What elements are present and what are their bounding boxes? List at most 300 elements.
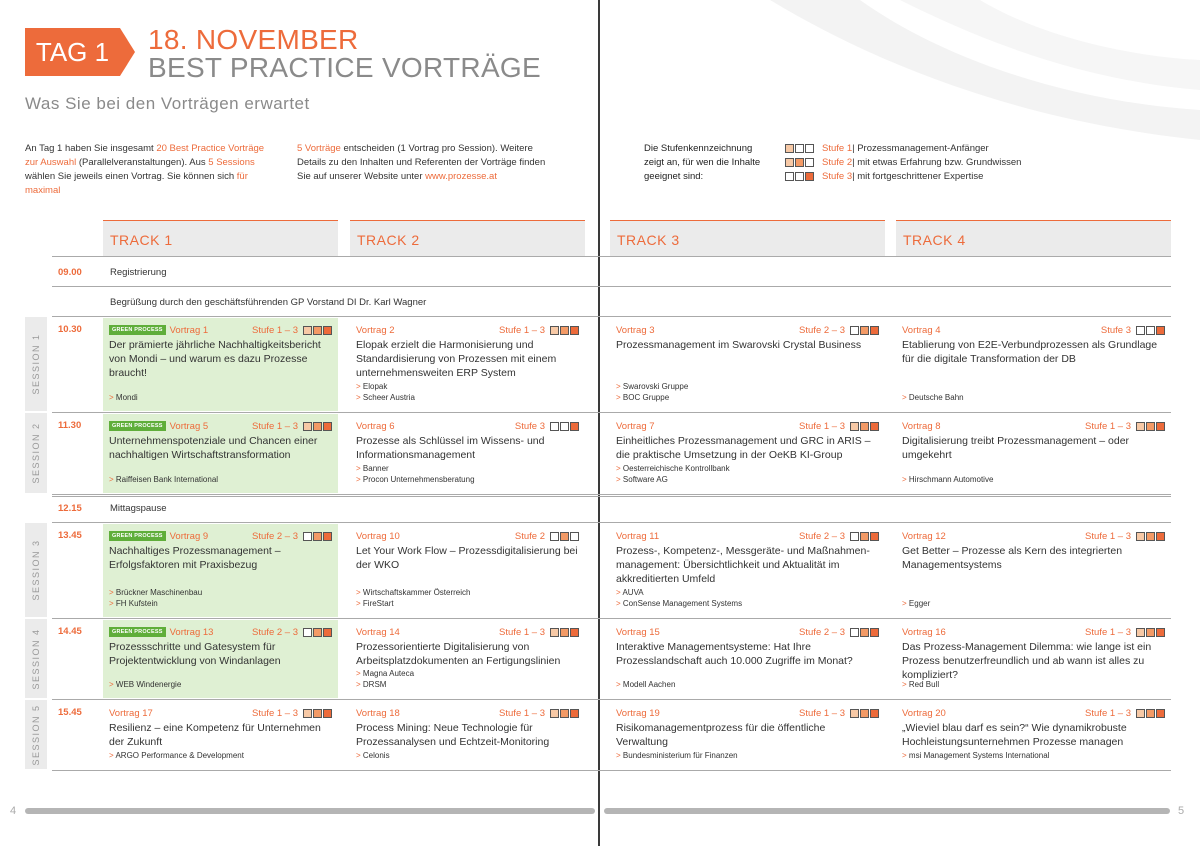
- talk-card: [350, 620, 585, 698]
- talk-organizations: [616, 381, 688, 403]
- organization-name: Swarovski Gruppe: [622, 382, 689, 391]
- arrow-icon: >: [109, 475, 116, 484]
- registration-label: Registrierung: [110, 267, 167, 278]
- organization: [902, 392, 964, 403]
- talk-level: [499, 325, 579, 336]
- level-indicator-icon: [303, 422, 332, 431]
- organization-name: BOC Gruppe: [622, 393, 670, 402]
- talk-header: [616, 530, 879, 542]
- intro-left-a: An Tag 1 haben Sie insgesamt: [25, 143, 157, 154]
- organization: [109, 392, 138, 403]
- page-number-left: 4: [10, 805, 17, 817]
- green-process-badge: GREEN PROCESS: [109, 325, 166, 335]
- organization: [616, 587, 742, 598]
- arrow-icon: >: [902, 475, 909, 484]
- legend-row: [785, 170, 983, 183]
- talk-organizations: [902, 392, 964, 403]
- talk-number: Vortrag 6: [356, 420, 395, 432]
- legend-level: Stufe 3: [822, 171, 853, 182]
- talk-header: [109, 707, 332, 719]
- arrow-icon: >: [902, 393, 909, 402]
- footer-bar-right: [604, 808, 1170, 814]
- organization: [902, 750, 1049, 761]
- organization: [616, 598, 742, 609]
- organization: [902, 598, 930, 609]
- level-indicator-icon: [850, 326, 879, 335]
- talk-organizations: [109, 587, 202, 609]
- organization: [356, 598, 470, 609]
- level-indicator-icon: [550, 422, 579, 431]
- intro-left-b: 20 Best Practice Vorträge zur Auswahl: [25, 143, 265, 168]
- organization-name: Deutsche Bahn: [908, 393, 964, 402]
- legend-text: | mit fortgeschrittener Expertise: [852, 171, 984, 182]
- legend-text: | Prozessmanagement-Anfänger: [852, 143, 989, 154]
- level-indicator-icon: [785, 158, 814, 167]
- talk-level-text: Stufe 1 – 3: [499, 626, 545, 638]
- intro-left-d: 5 Sessions: [208, 157, 255, 168]
- organization: [356, 474, 475, 485]
- talk-header: [902, 626, 1165, 638]
- talk-title: Let Your Work Flow – Prozessdigitalisierung bei der WKO: [356, 545, 578, 571]
- arrow-icon: >: [356, 588, 363, 597]
- talk-level-text: Stufe 1 – 3: [499, 707, 545, 719]
- talk-title: Etablierung von E2E-Verbundprozessen als Grundlage für die digitale Transformation der DB: [902, 339, 1158, 365]
- background-swoosh: [750, 0, 1200, 160]
- row-divider: [52, 316, 1171, 317]
- talk-level: [499, 627, 579, 638]
- session-label-text: SESSION 5: [31, 703, 41, 766]
- talk-organizations: [616, 587, 742, 609]
- session-time: 10.30: [58, 324, 82, 335]
- organization-name: Bundesministerium für Finanzen: [622, 751, 738, 760]
- row-divider: [52, 494, 1171, 495]
- talk-number: Vortrag 8: [902, 420, 941, 432]
- arrow-icon: >: [616, 751, 623, 760]
- talk-title: Prozessorientierte Digitalisierung von Arbeitsplatzdokumenten an Fertigungslinien: [356, 641, 561, 667]
- talk-level: [252, 421, 332, 432]
- talk-card: [896, 524, 1171, 617]
- level-indicator-icon: [1136, 532, 1165, 541]
- talk-title: Interaktive Managementsysteme: Hat Ihre Prozesslandschaft auch 10.000 Zugriffe im Monat?: [616, 641, 853, 667]
- registration-time: 09.00: [58, 267, 82, 278]
- talk-number: Vortrag 19: [616, 707, 660, 719]
- talk-title: Unternehmenspotenziale und Chancen einer nachhaltigen Wirtschaftstransformation: [109, 435, 318, 461]
- talk-level-text: Stufe 1 – 3: [499, 324, 545, 336]
- arrow-icon: >: [109, 588, 116, 597]
- talk-title: Risikomanagementprozess für die öffentliche Verwaltung: [616, 722, 826, 748]
- talk-organizations: [356, 668, 414, 690]
- track-4-header: TRACK 4: [896, 220, 1171, 256]
- level-indicator-icon: [303, 532, 332, 541]
- organization: [616, 750, 738, 761]
- talk-number: Vortrag 4: [902, 324, 941, 336]
- organization-name: Modell Aachen: [622, 680, 676, 689]
- talk-organizations: [616, 463, 730, 485]
- organization: [356, 587, 470, 598]
- level-indicator-icon: [1136, 709, 1165, 718]
- green-process-badge: GREEN PROCESS: [109, 531, 166, 541]
- legend-level: Stufe 2: [822, 157, 853, 168]
- talk-header: [356, 626, 579, 638]
- talk-level-text: Stufe 2: [514, 530, 545, 542]
- organization-name: DRSM: [362, 680, 387, 689]
- talk-level: [515, 531, 579, 542]
- level-indicator-icon: [303, 628, 332, 637]
- talk-card: [103, 318, 338, 411]
- talk-organizations: [616, 750, 738, 761]
- talk-organizations: [109, 679, 181, 690]
- talk-header: [109, 324, 332, 336]
- page-title: BEST PRACTICE VORTRÄGE: [148, 52, 541, 83]
- talk-level: [515, 421, 579, 432]
- talk-number: Vortrag 20: [902, 707, 946, 719]
- session-time: 15.45: [58, 707, 82, 718]
- track-3-header: TRACK 3: [610, 220, 885, 256]
- organization: [902, 679, 939, 690]
- talk-level-text: Stufe 1 – 3: [1085, 420, 1131, 432]
- track-2-header: TRACK 2: [350, 220, 585, 256]
- session-label: [25, 317, 47, 411]
- row-divider: [52, 256, 1171, 257]
- website-link[interactable]: www.prozesse.at: [425, 171, 497, 182]
- arrow-icon: >: [356, 464, 363, 473]
- talk-number: Vortrag 12: [902, 530, 946, 542]
- talk-card: [103, 701, 338, 769]
- organization: [356, 679, 414, 690]
- talk-level: [799, 421, 879, 432]
- talk-number: Vortrag 1: [169, 324, 209, 336]
- talk-title: Prozesse als Schlüssel im Wissens- und Informationsmanagement: [356, 435, 545, 461]
- footer-bar-left: [25, 808, 595, 814]
- talk-organizations: [902, 474, 993, 485]
- green-process-badge: GREEN PROCESS: [109, 421, 166, 431]
- green-process-badge: GREEN PROCESS: [109, 627, 166, 637]
- row-divider: [52, 618, 1171, 619]
- talk-organizations: [902, 679, 939, 690]
- talk-level-text: Stufe 2 – 3: [252, 626, 298, 638]
- organization-name: Brückner Maschinenbau: [115, 588, 203, 597]
- organization-name: Hirschmann Automotive: [908, 475, 994, 484]
- talk-card: [350, 414, 585, 493]
- organization-name: Scheer Austria: [362, 393, 415, 402]
- row-divider: [52, 286, 1171, 287]
- talk-level-text: Stufe 2 – 3: [799, 530, 845, 542]
- session-time: 11.30: [58, 420, 82, 431]
- talk-card: [103, 524, 338, 617]
- arrow-icon: >: [109, 393, 116, 402]
- talk-title: Elopak erzielt die Harmonisierung und Standardisierung von Prozessen mit einem unternehmensweiten ERP System: [356, 339, 557, 379]
- level-indicator-icon: [550, 326, 579, 335]
- legend-row: [785, 156, 1021, 169]
- talk-header: [616, 324, 879, 336]
- organization-name: ConSense Management Systems: [622, 599, 743, 608]
- talk-level-text: Stufe 3: [514, 420, 545, 432]
- session-label: [25, 700, 47, 769]
- talk-title: Prozess-, Kompetenz-, Messgeräte- und Maßnahmen-management: Übersichtlichkeit und Aktualität im akkreditierten Umfeld: [616, 545, 870, 585]
- arrow-icon: >: [616, 599, 623, 608]
- level-indicator-icon: [850, 532, 879, 541]
- talk-card: [103, 414, 338, 493]
- talk-level-text: Stufe 3: [1100, 324, 1131, 336]
- talk-title: Das Prozess-Management Dilemma: wie lange ist ein Prozess benutzerfreundlich und ab wann ist alles zu kompliziert?: [902, 641, 1152, 681]
- level-indicator-icon: [1136, 422, 1165, 431]
- session-label-text: SESSION 3: [31, 539, 41, 601]
- organization-name: FH Kufstein: [115, 599, 158, 608]
- talk-level-text: Stufe 1 – 3: [1085, 626, 1131, 638]
- organization-name: Procon Unternehmensberatung: [362, 475, 475, 484]
- talk-header: [356, 420, 579, 432]
- talk-level: [1101, 325, 1165, 336]
- talk-level-text: Stufe 1 – 3: [252, 420, 298, 432]
- talk-number: Vortrag 18: [356, 707, 400, 719]
- arrow-icon: >: [356, 751, 363, 760]
- talk-card: [350, 318, 585, 411]
- organization-name: Oesterreichische Kontrollbank: [622, 464, 730, 473]
- talk-number: Vortrag 17: [109, 707, 153, 719]
- row-divider: [52, 496, 1171, 497]
- talk-number: Vortrag 14: [356, 626, 400, 638]
- level-indicator-icon: [850, 709, 879, 718]
- intro-left-e: wählen Sie jeweils einen Vortrag. Sie können sich: [25, 171, 237, 182]
- talk-level: [1085, 421, 1165, 432]
- organization-name: Egger: [908, 599, 931, 608]
- talk-level: [1085, 531, 1165, 542]
- arrow-icon: >: [902, 680, 909, 689]
- talk-level: [252, 708, 332, 719]
- talk-number: Vortrag 11: [616, 530, 660, 542]
- intro-left-f: für maximal: [25, 171, 248, 196]
- talk-number: Vortrag 15: [616, 626, 660, 638]
- talk-number: Vortrag 9: [169, 530, 209, 542]
- talk-title: Der prämierte jährliche Nachhaltigkeitsbericht von Mondi – und warum es dazu Prozesse braucht!: [109, 339, 321, 379]
- organization: [356, 668, 414, 679]
- talk-level-text: Stufe 1 – 3: [1085, 530, 1131, 542]
- level-indicator-icon: [303, 326, 332, 335]
- talk-header: [356, 530, 579, 542]
- talk-header: [109, 420, 332, 432]
- talk-level-text: Stufe 1 – 3: [799, 707, 845, 719]
- talk-card: [896, 318, 1171, 411]
- talk-title: Process Mining: Neue Technologie für Prozessanalysen und Echtzeit-Monitoring: [356, 722, 550, 748]
- talk-level-text: Stufe 1 – 3: [1085, 707, 1131, 719]
- arrow-icon: >: [356, 393, 363, 402]
- organization: [109, 598, 202, 609]
- legend-label: Die Stufenkennzeichnung zeigt an, für wen die Inhalte geeignet sind:: [644, 143, 761, 182]
- talk-organizations: [109, 474, 218, 485]
- talk-card: [896, 620, 1171, 698]
- talk-header: [902, 530, 1165, 542]
- event-date: 18. NOVEMBER: [148, 24, 359, 55]
- organization-name: FireStart: [362, 599, 394, 608]
- talk-organizations: [356, 750, 390, 761]
- intro-left-c: (Parallelveranstaltungen). Aus: [76, 157, 209, 168]
- talk-level-text: Stufe 1 – 3: [799, 420, 845, 432]
- organization-name: ARGO Performance & Development: [115, 751, 244, 760]
- talk-number: Vortrag 16: [902, 626, 946, 638]
- talk-number: Vortrag 2: [356, 324, 395, 336]
- level-indicator-icon: [303, 709, 332, 718]
- organization: [356, 750, 390, 761]
- organization: [616, 679, 675, 690]
- organization: [109, 750, 244, 761]
- arrow-icon: >: [616, 393, 623, 402]
- day-badge-label: TAG 1: [35, 37, 110, 67]
- intro-mid-b: entscheiden (1 Vortrag pro Session). Weitere Details zu den Inhalten und Referenten der Vorträge finden Sie auf unserer Website unter: [297, 143, 546, 182]
- organization-name: AUVA: [622, 588, 644, 597]
- arrow-icon: >: [616, 464, 623, 473]
- row-divider: [52, 412, 1171, 413]
- day-badge: [25, 28, 135, 76]
- talk-header: [616, 626, 879, 638]
- session-label-text: SESSION 4: [31, 627, 41, 690]
- talk-level: [799, 325, 879, 336]
- level-indicator-icon: [850, 422, 879, 431]
- talk-card: [103, 620, 338, 698]
- talk-number: Vortrag 5: [169, 420, 209, 432]
- intro-text-mid: [297, 142, 557, 184]
- session-label: [25, 413, 47, 493]
- organization-name: Wirtschaftskammer Österreich: [362, 588, 471, 597]
- organization-name: Magna Auteca: [362, 669, 415, 678]
- talk-header: [902, 324, 1165, 336]
- talk-organizations: [356, 587, 470, 609]
- talk-title: Digitalisierung treibt Prozessmanagement – oder umgekehrt: [902, 435, 1130, 461]
- talk-title: Prozessmanagement im Swarovski Crystal Business: [616, 339, 862, 351]
- level-indicator-icon: [550, 628, 579, 637]
- talk-title: Prozessschritte und Gatesystem für Projektentwicklung von Windanlagen: [109, 641, 281, 667]
- arrow-icon: >: [109, 599, 116, 608]
- talk-level: [1085, 627, 1165, 638]
- organization-name: msi Management Systems International: [908, 751, 1050, 760]
- talk-title: „Wieviel blau darf es sein?“ Wie dynamikrobuste Hochleistungsunternehmen Prozesse managen: [902, 722, 1127, 748]
- legend-level: Stufe 1: [822, 143, 853, 154]
- arrow-icon: >: [356, 599, 363, 608]
- arrow-icon: >: [616, 475, 623, 484]
- arrow-icon: >: [616, 680, 623, 689]
- talk-level: [252, 325, 332, 336]
- organization-name: Raiffeisen Bank International: [115, 475, 219, 484]
- talk-header: [902, 420, 1165, 432]
- arrow-icon: >: [356, 475, 363, 484]
- organization: [109, 587, 202, 598]
- legend-row: [785, 142, 989, 155]
- organization: [616, 474, 730, 485]
- level-indicator-icon: [850, 628, 879, 637]
- lunch-time: 12.15: [58, 503, 82, 514]
- lunch-label: Mittagspause: [110, 503, 167, 514]
- talk-level: [1085, 708, 1165, 719]
- session-time: 14.45: [58, 626, 82, 637]
- organization-name: Red Bull: [908, 680, 940, 689]
- talk-card: [610, 524, 885, 617]
- page-number-right: 5: [1178, 805, 1185, 817]
- talk-level: [252, 627, 332, 638]
- organization: [616, 392, 688, 403]
- level-indicator-icon: [550, 532, 579, 541]
- row-divider: [52, 522, 1171, 523]
- talk-organizations: [902, 750, 1049, 761]
- talk-level-text: Stufe 1 – 3: [252, 324, 298, 336]
- talk-title: Resilienz – eine Kompetenz für Unternehmen der Zukunft: [109, 722, 321, 748]
- organization: [616, 381, 688, 392]
- legend-text: | mit etwas Erfahrung bzw. Grundwissen: [852, 157, 1022, 168]
- organization-name: Banner: [362, 464, 389, 473]
- intro-mid-a: 5 Vorträge: [297, 143, 341, 154]
- session-label: [25, 523, 47, 617]
- organization: [109, 679, 181, 690]
- arrow-icon: >: [356, 680, 363, 689]
- arrow-icon: >: [356, 669, 363, 678]
- arrow-icon: >: [109, 680, 116, 689]
- talk-level: [799, 627, 879, 638]
- organization-name: Software AG: [622, 475, 668, 484]
- talk-number: Vortrag 7: [616, 420, 655, 432]
- talk-number: Vortrag 10: [356, 530, 400, 542]
- organization: [356, 463, 475, 474]
- page-spine: [598, 0, 600, 846]
- talk-card: [896, 414, 1171, 493]
- row-divider: [52, 770, 1171, 771]
- organization: [902, 474, 993, 485]
- level-indicator-icon: [785, 172, 814, 181]
- arrow-icon: >: [356, 382, 363, 391]
- talk-organizations: [902, 598, 930, 609]
- talk-card: [350, 701, 585, 769]
- level-indicator-icon: [550, 709, 579, 718]
- talk-title: Get Better – Prozesse als Kern des integrierten Managementsystems: [902, 545, 1123, 571]
- talk-level: [499, 708, 579, 719]
- level-indicator-icon: [1136, 326, 1165, 335]
- talk-organizations: [356, 381, 415, 403]
- welcome-label: Begrüßung durch den geschäftsführenden GP Vorstand DI Dr. Karl Wagner: [110, 297, 427, 308]
- talk-level: [799, 531, 879, 542]
- arrow-icon: >: [616, 382, 623, 391]
- intro-text-left: [25, 142, 275, 198]
- talk-card: [350, 524, 585, 617]
- level-indicator-icon: [1136, 628, 1165, 637]
- session-time: 13.45: [58, 530, 82, 541]
- talk-number: Vortrag 13: [169, 626, 214, 638]
- arrow-icon: >: [902, 599, 909, 608]
- organization-name: WEB Windenergie: [115, 680, 182, 689]
- talk-header: [616, 707, 879, 719]
- talk-header: [109, 626, 332, 638]
- talk-level-text: Stufe 1 – 3: [252, 707, 298, 719]
- row-divider: [52, 699, 1171, 700]
- talk-organizations: [109, 750, 244, 761]
- talk-title: Nachhaltiges Prozessmanagement – Erfolgsfaktoren mit Praxisbezug: [109, 545, 281, 571]
- talk-organizations: [109, 392, 138, 403]
- organization: [616, 463, 730, 474]
- organization: [356, 381, 415, 392]
- session-label-text: SESSION 1: [31, 333, 41, 395]
- talk-level-text: Stufe 2 – 3: [799, 324, 845, 336]
- arrow-icon: >: [902, 751, 909, 760]
- organization-name: Celonis: [362, 751, 390, 760]
- arrow-icon: >: [616, 588, 623, 597]
- talk-card: [610, 620, 885, 698]
- talk-header: [356, 324, 579, 336]
- track-1-header: TRACK 1: [103, 220, 338, 256]
- session-label-text: SESSION 2: [31, 422, 41, 484]
- talk-title: Einheitliches Prozessmanagement und GRC in ARIS – die praktische Umsetzung in der OeKB KI-Group: [616, 435, 871, 461]
- talk-card: [896, 701, 1171, 769]
- talk-card: [610, 318, 885, 411]
- talk-level-text: Stufe 2 – 3: [252, 530, 298, 542]
- talk-card: [610, 414, 885, 493]
- talk-header: [902, 707, 1165, 719]
- talk-level: [799, 708, 879, 719]
